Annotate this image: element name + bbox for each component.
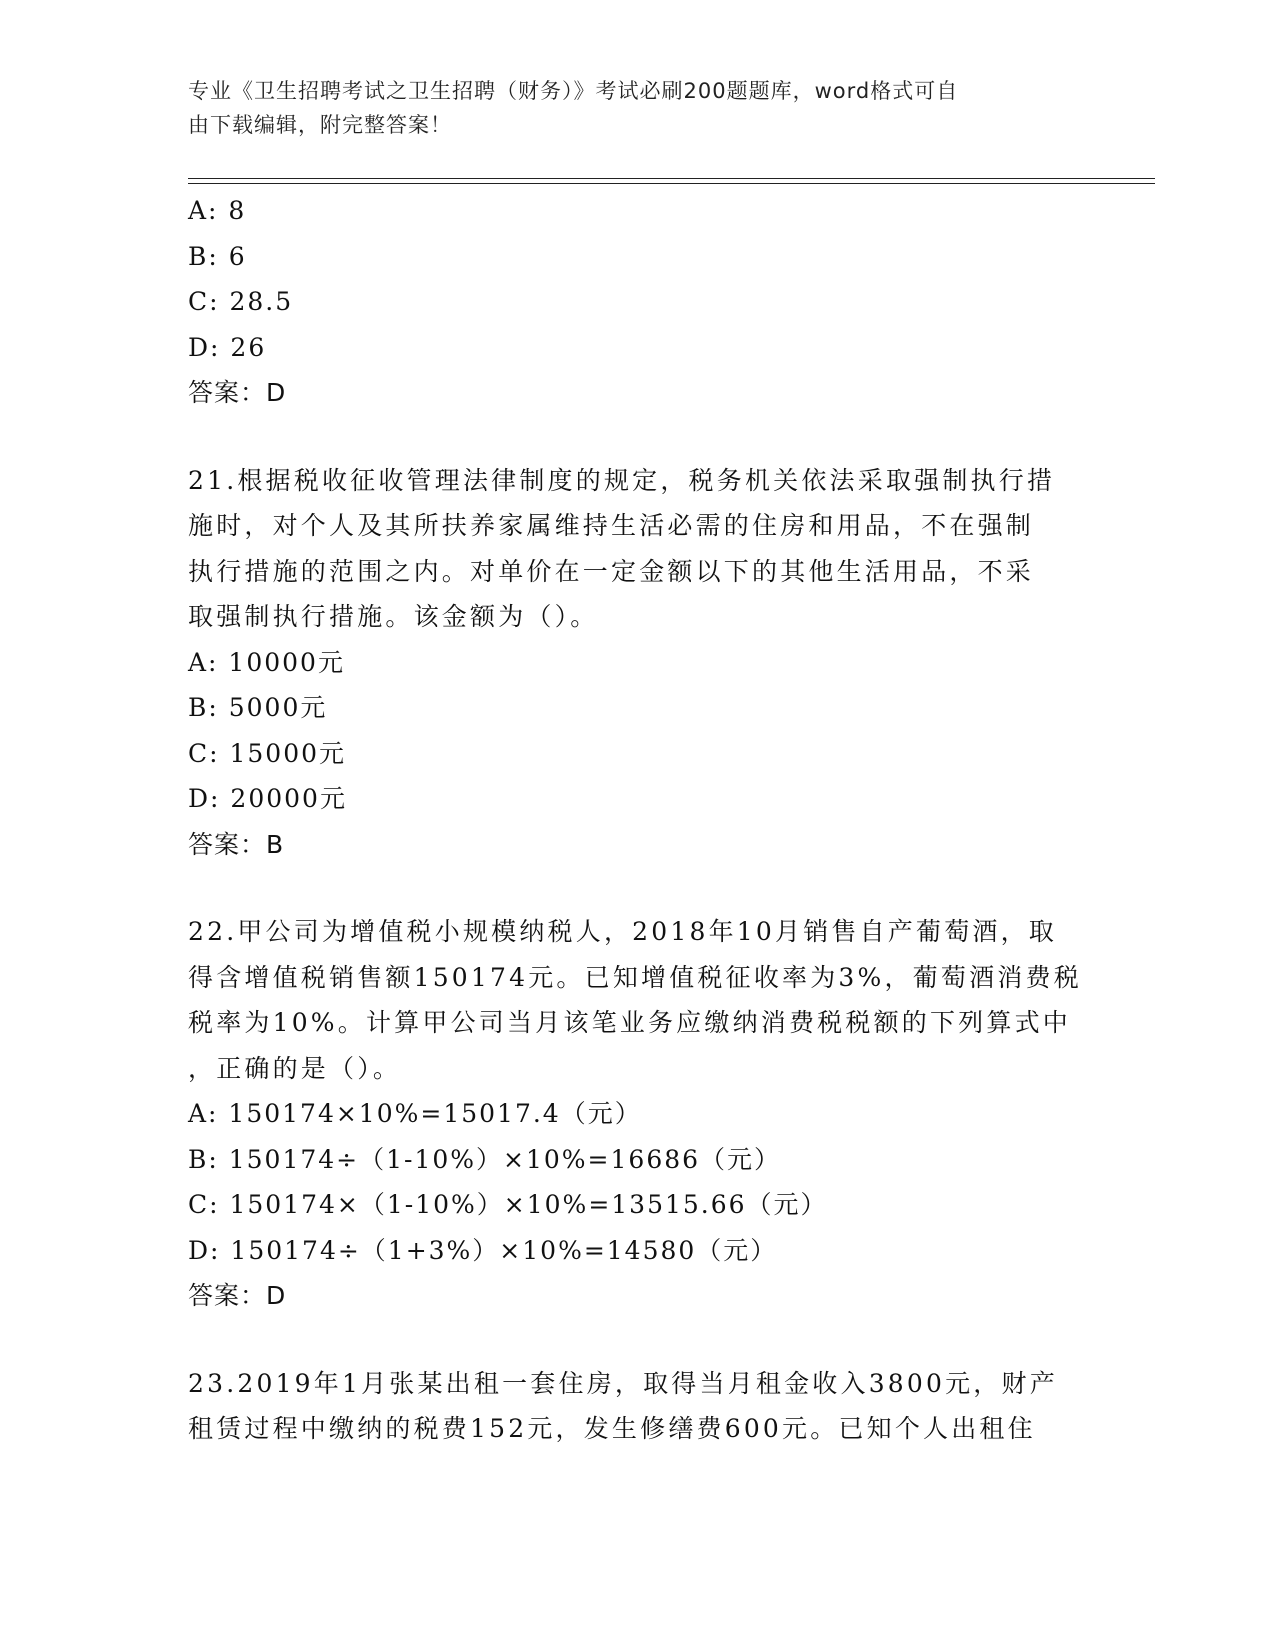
answer-line: 答案：B: [188, 829, 285, 859]
header-line-2: 由下载编辑，附完整答案！: [188, 113, 452, 137]
option-a: A: 8: [188, 196, 247, 225]
document-header: [188, 74, 1068, 142]
header-rule-bottom: [188, 183, 1155, 184]
option-b: B: 5000元: [188, 693, 328, 722]
option-d: D: 26: [188, 332, 267, 362]
question-text-line: 23.2019年1月张某出租一套住房，取得当月租金收入3800元，财产: [188, 1368, 1058, 1398]
question-21: [188, 458, 1088, 868]
option-c: C: 28.5: [188, 287, 294, 316]
option-a: A: 150174×10%=15017.4（元）: [188, 1099, 642, 1128]
question-text-line: ，正确的是（）。: [188, 1053, 402, 1083]
question-text-line: 执行措施的范围之内。对单价在一定金额以下的其他生活用品，不采: [188, 556, 1035, 586]
question-text-line: 得含增值税销售额150174元。已知增值税征收率为3%，葡萄酒消费税: [188, 962, 1082, 992]
question-text-line: 租赁过程中缴纳的税费152元，发生修缮费600元。已知个人出租住: [188, 1414, 1036, 1443]
question-23: [188, 1361, 1088, 1452]
option-d: D: 150174÷（1+3%）×10%=14580（元）: [188, 1235, 778, 1265]
question-text-line: 施时，对个人及其所扶养家属维持生活必需的住房和用品，不在强制: [188, 511, 1035, 540]
question-text-line: 税率为10%。计算甲公司当月该笔业务应缴纳消费税税额的下列算式中: [188, 1008, 1071, 1037]
question-20: [188, 188, 1088, 416]
header-rule-top: [188, 178, 1155, 179]
option-b: B: 6: [188, 241, 247, 271]
question-list: [188, 188, 1088, 1452]
option-d: D: 20000元: [188, 784, 347, 813]
option-c: C: 150174×（1-10%）×10%=13515.66（元）: [188, 1190, 828, 1219]
question-text-line: 22.甲公司为增值税小规模纳税人，2018年10月销售自产葡萄酒，取: [188, 917, 1057, 946]
header-line-1: 专业《卫生招聘考试之卫生招聘（财务）》考试必刷200题题库，word格式可自: [188, 79, 959, 103]
question-text-line: 取强制执行措施。该金额为（）。: [188, 602, 599, 631]
answer-line: 答案：D: [188, 378, 287, 407]
answer-line: 答案：D: [188, 1281, 287, 1310]
option-c: C: 15000元: [188, 738, 347, 768]
option-b: B: 150174÷（1-10%）×10%=16686（元）: [188, 1144, 782, 1174]
option-a: A: 10000元: [188, 647, 345, 677]
question-22: [188, 909, 1088, 1319]
question-text-line: 21.根据税收征收管理法律制度的规定，税务机关依法采取强制执行措: [188, 465, 1056, 495]
